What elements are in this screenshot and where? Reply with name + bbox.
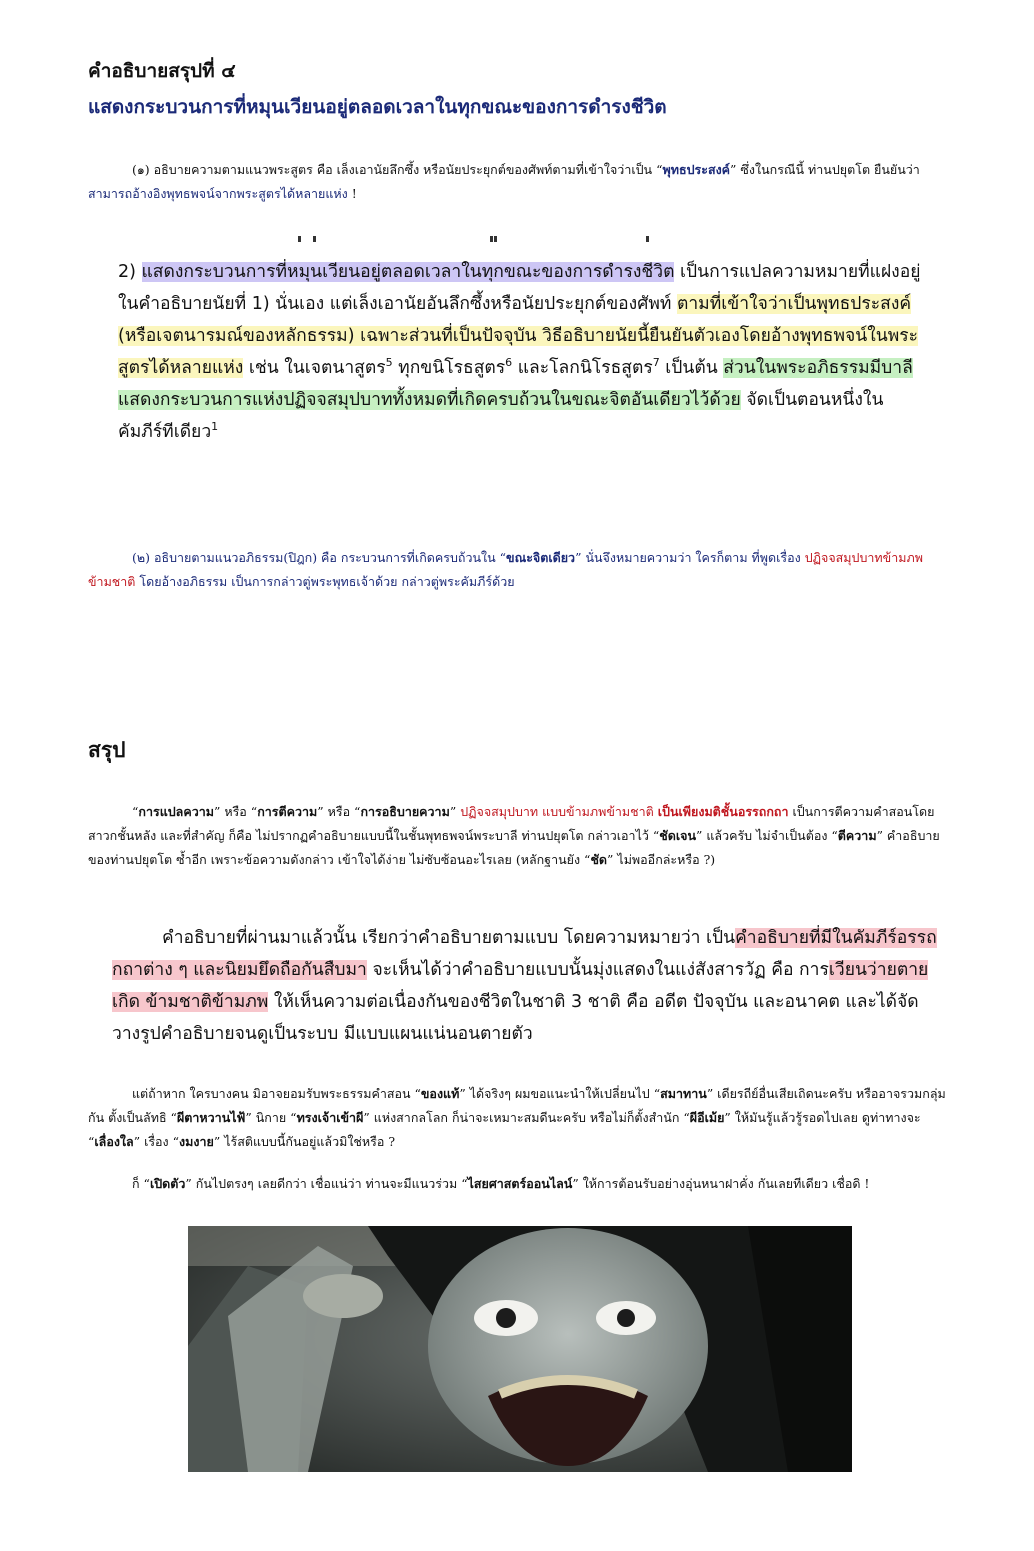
scan-artifact-marks (258, 236, 678, 246)
summary-heading: สรุป (88, 737, 126, 762)
page-subheading: แสดงกระบวนการที่หมุนเวียนอยู่ตลอดเวลาในทุกขณะของการดำรงชีวิต (88, 96, 667, 118)
paragraph-4: แต่ถ้าหาก ใครบางคน มิอาจยอมรับพระธรรมคำสอน “ของแท้” ได้จริงๆ ผมขอแนะนำให้เปลี่ยนไป “สมาทาน” เดียรถีย์อื่นเสียเถิดนะครับ หรืออาจรวมกลุ่มกัน ตั้งเป็นลัทธิ “ผีตาหวานไฟ้” นิกาย “ทรงเจ้าเข้าผี” แห่งสากลโลก ก็น่าจะเหมาะสมดีนะครับ หรือไม่ก็ตั้งสำนัก “ผีอีเม้ย” ให้มันรู้แล้วรู้รอดไปเลย ดูท่าทางจะ “เลื่องใล” เรื่อง “งมงาย” ไร้สติแบบนี้กันอยู่แล้วมิใช่หรือ ? (88, 1086, 946, 1149)
photo-illustration (188, 1226, 852, 1472)
highlight-pink-2: เวียนว่ายตายเกิด ข้ามชาติข้ามภพ (112, 960, 929, 1012)
page-heading: คำอธิบายสรุปที่ ๔ (88, 60, 236, 82)
paragraph-2: (๒) อธิบายตามแนวอภิธรรม(ปิฎก) คือ กระบวนการที่เกิดครบถ้วนใน “ขณะจิตเดียว” นั่นจึงหมายความว่า ใครก็ตาม ที่พูดเรื่อง ปฏิจจสมุปบาทข้ามภพข้ามชาติ โดยอ้างอภิธรรม เป็นการกล่าวตู่พระพุทธเจ้าด้วย กล่าวตู่พระคัมภีร์ด้วย (88, 550, 923, 589)
paragraph-5: ก็ “เปิดตัว” กันไปตรงๆ เลยดีกว่า เชื่อแน่ว่า ท่านจะมีแนวร่วม “ไสยศาสตร์ออนไลน์” ให้การต้อนรับอย่างอุ่นหนาฝาคั่ง กันเลยทีเดียว เชื่อดิ ! (132, 1176, 870, 1191)
ghost-face-photo (188, 1226, 852, 1472)
highlight-green: ส่วนในพระอภิธรรมมีบาลีแสดงกระบวนการแห่งปฏิจจสมุปบาททั้งหมดที่เกิดครบถ้วนในขณะจิตอันเดียวไว้ด้วย (118, 358, 913, 410)
highlight-yellow: ตามที่เข้าใจว่าเป็นพุทธประสงค์ (หรือเจตนารมณ์ของหลักธรรม) เฉพาะส่วนที่เป็นปัจจุบัน วิธีอธิบายนัยนี้ยืนยันตัวเองโดยอ้างพุทธพจน์ในพระสูตรได้หลายแห่ง (118, 294, 919, 378)
paragraph-3: “การแปลความ” หรือ “การตีความ” หรือ “การอธิบายความ” ปฏิจจสมุปบาท แบบข้ามภพข้ามชาติ เป็นเพียงมติชั้นอรรถกถา เป็นการตีความคำสอนโดยสาวกชั้นหลัง และที่สำคัญ ก็คือ ไม่ปรากฏคำอธิบายแบบนี้ในชั้นพุทธพจน์พระบาลี ท่านปยุตโต กล่าวเอาไว้ “ชัดเจน” แล้วครับ ไม่จำเป็นต้อง “ตีความ” คำอธิบายของท่านปยุตโต ซ้ำอีก เพราะข้อความดังกล่าว เข้าใจได้ง่าย ไม่ซับซ้อนอะไรเลย (หลักฐานยัง “ชัด” ไม่พออีกล่ะหรือ ?) (88, 804, 940, 867)
quoted-excerpt-1: 2) แสดงกระบวนการที่หมุนเวียนอยู่ตลอดเวลาในทุกขณะของการดำรงชีวิต เป็นการแปลความหมายที่แฝงอยู่ในคำอธิบายนัยที่ 1) นั่นเอง แต่เล็งเอานัยอันลึกซึ้งหรือนัยประยุกต์ของศัพท์ ตามที่เข้าใจว่าเป็นพุทธประสงค์ (หรือเจตนารมณ์ของหลักธรรม) เฉพาะส่วนที่เป็นปัจจุบัน วิธีอธิบายนัยนี้ยืนยันตัวเองโดยอ้างพุทธพจน์ในพระสูตรได้หลายแห่ง เช่น ในเจตนาสูตร$^5$ ทุกขนิโรธสูตร$^6$ และโลกนิโรธสูตร$^7$ เป็นต้น ส่วนในพระอภิธรรมมีบาลีแสดงกระบวนการแห่งปฏิจจสมุปบาททั้งหมดที่เกิดครบถ้วนในขณะจิตอันเดียวไว้ด้วย จัดเป็นตอนหนึ่งในคัมภีร์ทีเดียว$^1$ (118, 262, 921, 442)
quoted-excerpt-2: คำอธิบายที่ผ่านมาแล้วนั้น เรียกว่าคำอธิบายตามแบบ โดยความหมายว่า เป็นคำอธิบายที่มีในคัมภีร์อรรถกถาต่าง ๆ และนิยมยึดถือกันสืบมา จะเห็นได้ว่าคำอธิบายแบบนั้นมุ่งแสดงในแง่สังสารวัฏ คือ การเวียนว่ายตายเกิด ข้ามชาติข้ามภพ ให้เห็นความต่อเนื่องกันของชีวิตในชาติ 3 ชาติ คือ อดีต ปัจจุบัน และอนาคต และได้จัดวางรูปคำอธิบายจนดูเป็นระบบ มีแบบแผนแน่นอนตายตัว (112, 928, 937, 1044)
highlight-purple: แสดงกระบวนการที่หมุนเวียนอยู่ตลอดเวลาในทุกขณะของการดำรงชีวิต (141, 262, 675, 282)
highlight-pink-1: คำอธิบายที่มีในคัมภีร์อรรถกถาต่าง ๆ และนิยมยึดถือกันสืบมา (112, 928, 937, 980)
paragraph-1: (๑) อธิบายความตามแนวพระสูตร คือ เล็งเอานัยลึกซึ้ง หรือนัยประยุกต์ของศัพท์ตามที่เข้าใจว่าเป็น “พุทธประสงค์” ซึ่งในกรณีนี้ ท่านปยุตโต ยืนยันว่า สามารถอ้างอิงพุทธพจน์จากพระสูตรได้หลายแห่ง ! (88, 162, 920, 201)
